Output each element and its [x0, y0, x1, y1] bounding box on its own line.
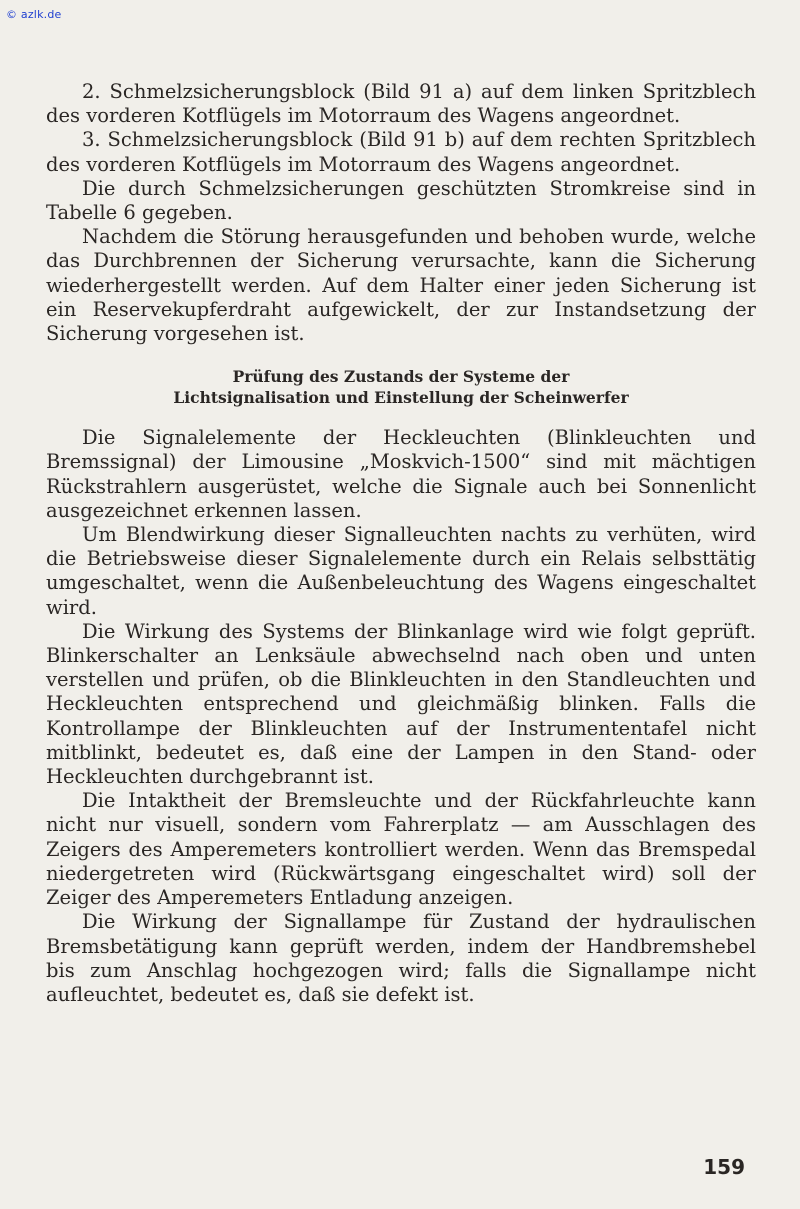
paragraph-brake-warning-lamp: Die Wirkung der Signallampe für Zustand der hydraulischen Bremsbetätigung kann geprüft werden, indem der Handbremshebel bis zum Anschlag hochgezogen wird; falls die Signallampe nicht aufleuchtet, bedeutet es, daß sie defekt ist. [46, 910, 756, 1006]
paragraph-brake-light-check: Die Intaktheit der Bremsleuchte und der Rückfahrleuchte kann nicht nur visuell, sondern vom Fahrerplatz — am Ausschlagen des Zeigers des Amperemeters kontrolliert werden. Wenn das Bremspedal niedergetreten wird (Rückwärtsgang eingeschaltet wird) soll der Zeiger des Amperemeters Entladung anzeigen. [46, 789, 756, 910]
paragraph-fuse-block-3: 3. Schmelzsicherungsblock (Bild 91 b) auf dem rechten Spritzblech des vorderen Kotflügels im Motorraum des Wagens angeordnet. [46, 128, 756, 176]
section-heading-line-2: Lichtsignalisation und Einstellung der Scheinwerfer [173, 388, 629, 408]
paragraph-fuse-repair: Nachdem die Störung herausgefunden und behoben wurde, welche das Durchbrennen der Sicherung verursachte, kann die Sicherung wiederhergestellt werden. Auf dem Halter einer jeden Sicherung ist ein Reservekupferdraht aufgewickelt, der zur Instandsetzung der Sicherung vorgesehen ist. [46, 225, 756, 346]
page-number: 159 [703, 1155, 745, 1179]
paragraph-fuse-block-2: 2. Schmelzsicherungsblock (Bild 91 a) auf dem linken Spritzblech des vorderen Kotflügels im Motorraum des Wagens angeordnet. [46, 80, 756, 128]
section-heading [46, 366, 756, 408]
paragraph-fuse-circuits: Die durch Schmelzsicherungen geschützten Stromkreise sind in Tabelle 6 gegeben. [46, 176, 756, 225]
page-body [46, 80, 756, 1007]
paragraph-glare-relay: Um Blendwirkung dieser Signalleuchten nachts zu verhüten, wird die Betriebsweise dieser Signalelemente durch ein Relais selbsttätig umgeschaltet, wenn die Außenbeleuchtung des Wagens eingeschaltet wird. [46, 523, 756, 619]
paragraph-turn-signal-check: Die Wirkung des Systems der Blinkanlage wird wie folgt geprüft. Blinkerschalter an Lenksäule abwechselnd nach oben und unten verstellen und prüfen, ob die Blinkleuchten in den Standleuchten und Heckleuchten entsprechend und gleichmäßig blinken. Falls die Kontrollampe der Blinkleuchten auf der Instrumententafel nicht mitblinkt, bedeutet es, daß eine der Lampen in den Stand- oder Heckleuchten durchgebrannt ist. [46, 619, 756, 789]
paragraph-signal-elements: Die Signalelemente der Heckleuchten (Blinkleuchten und Bremssignal) der Limousine „Moskvich-1500“ sind mit mächtigen Rückstrahlern ausgerüstet, welche die Signale auch bei Sonnenlicht ausgezeichnet erkennen lassen. [46, 426, 756, 522]
section-heading-line-1: Prüfung des Zustands der Systeme der [232, 367, 570, 387]
watermark-text: © azlk.de [6, 8, 62, 21]
